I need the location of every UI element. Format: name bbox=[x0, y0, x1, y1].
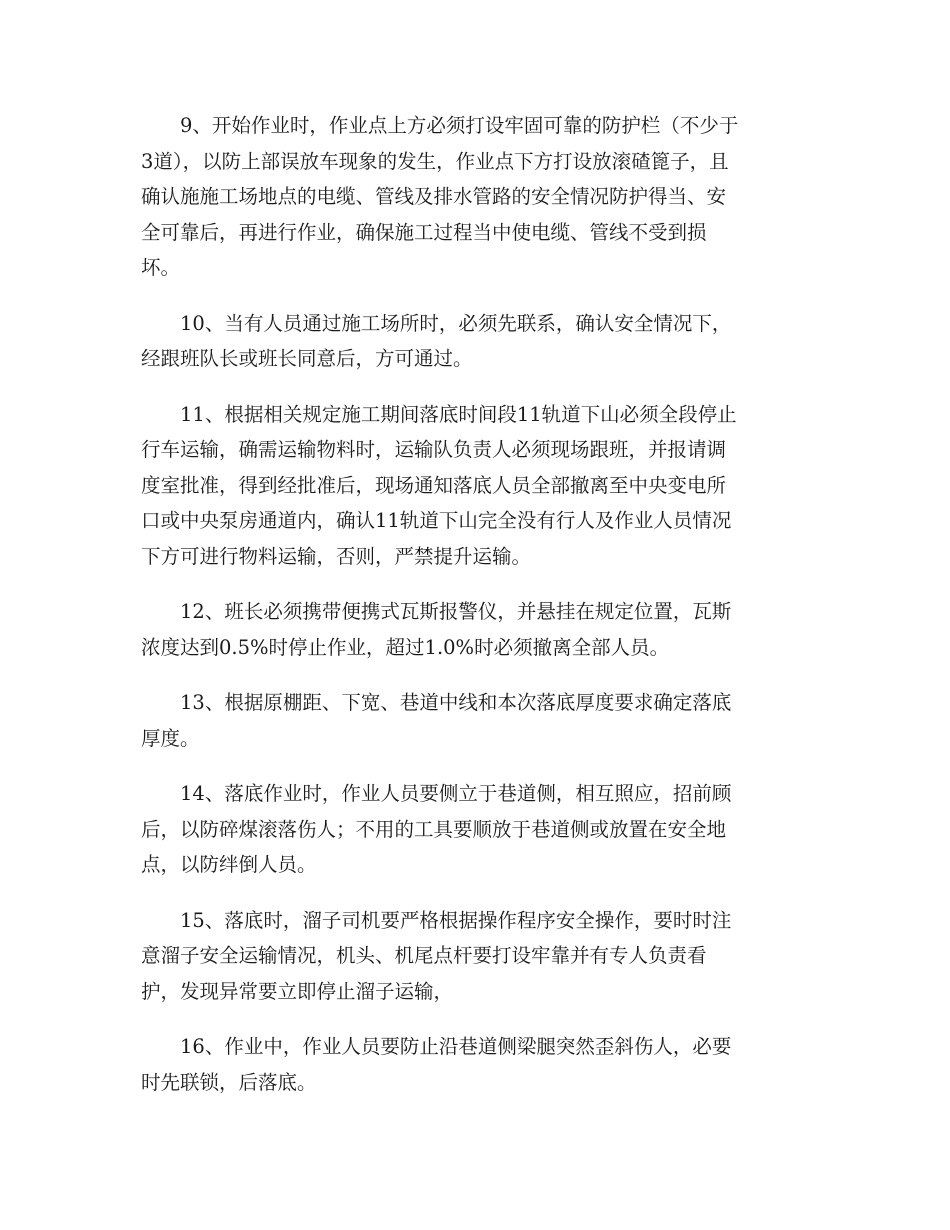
text-line: 10、当有人员通过施工场所时，必须先联系，确认安全情况下， bbox=[180, 311, 732, 335]
paragraph-12 bbox=[141, 594, 807, 665]
text-line: 全可靠后，再进行作业，确保施工过程当中使电缆、管线不受到损 bbox=[141, 220, 707, 244]
paragraph-13 bbox=[141, 685, 807, 756]
paragraph-10 bbox=[141, 306, 807, 377]
text-line: 意溜子安全运输情况，机头、机尾点杆要打设牢靠并有专人负责看 bbox=[141, 944, 707, 967]
text-line: 度室批准，得到经批准后，现场通知落底人员全部撤离至中央变电所 bbox=[141, 473, 727, 497]
text-line: 时先联锁，后落底。 bbox=[141, 1070, 317, 1094]
text-line: 坏。 bbox=[141, 256, 181, 279]
text-line: 12、班长必须携带便携式瓦斯报警仪，并悬挂在规定位置，瓦斯 bbox=[180, 600, 732, 623]
paragraph-9 bbox=[141, 108, 807, 286]
text-line: 14、落底作业时，作业人员要侧立于巷道侧，相互照应，招前顾 bbox=[180, 782, 732, 805]
text-line: 口或中央泵房通道内，确认11轨道下山完全没有行人及作业人员情况 bbox=[141, 509, 732, 532]
text-line: 3道），以防上部误放车现象的发生，作业点下方打设放滚碴篦子，且 bbox=[141, 149, 729, 173]
text-line: 13、根据原棚距、下宽、巷道中线和本次落底厚度要求确定落底 bbox=[180, 691, 732, 714]
text-line: 下方可进行物料运输，否则，严禁提升运输。 bbox=[141, 544, 532, 568]
text-line: 11、根据相关规定施工期间落底时间段11轨道下山必须全段停止 bbox=[180, 402, 737, 426]
text-line: 15、落底时，溜子司机要严格根据操作程序安全操作，要时时注 bbox=[180, 908, 732, 932]
text-line: 护，发现异常要立即停止溜子运输， bbox=[141, 979, 454, 1003]
text-line: 16、作业中，作业人员要防止沿巷道侧梁腿突然歪斜伤人，必要 bbox=[180, 1035, 732, 1058]
text-line: 后，以防碎煤滚落伤人；不用的工具要顺放于巷道侧或放置在安全地 bbox=[141, 817, 727, 841]
text-line: 确认施施工场地点的电缆、管线及排水管路的安全情况防护得当、安 bbox=[141, 185, 727, 208]
document-body bbox=[141, 108, 807, 1120]
text-line: 9、开始作业时，作业点上方必须打设牢固可靠的防护栏（不少于 bbox=[180, 114, 739, 137]
text-line: 厚度。 bbox=[141, 726, 200, 750]
paragraph-14 bbox=[141, 776, 807, 883]
paragraph-11 bbox=[141, 397, 807, 575]
paragraph-16 bbox=[141, 1029, 807, 1100]
text-line: 经跟班队长或班长同意后，方可通过。 bbox=[141, 347, 473, 370]
text-line: 浓度达到0.5%时停止作业，超过1.0%时必须撤离全部人员。 bbox=[141, 635, 670, 659]
text-line: 点，以防绊倒人员。 bbox=[141, 853, 317, 876]
paragraph-15 bbox=[141, 903, 807, 1010]
text-line: 行车运输，确需运输物料时，运输队负责人必须现场跟班，并报请调 bbox=[141, 438, 727, 461]
